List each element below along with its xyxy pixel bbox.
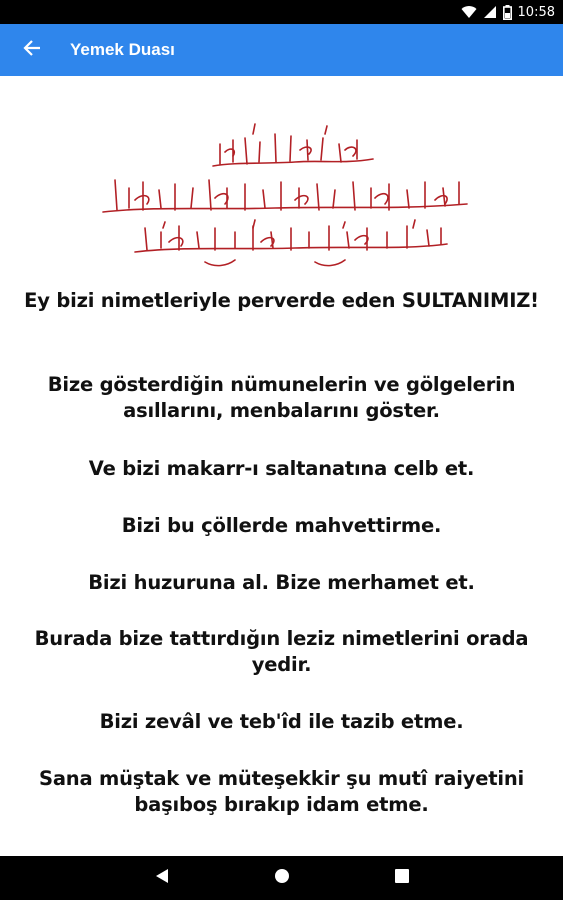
battery-icon (503, 5, 512, 20)
nav-recents-button[interactable] (387, 863, 417, 893)
nav-back-icon (155, 868, 169, 889)
prayer-paragraph-2: Bize gösterdiğin nümunelerin ve gölgelerin asıllarını, menbalarını göster. (47, 373, 516, 422)
arabic-calligraphy-image (95, 104, 475, 270)
status-time: 10:58 (517, 4, 555, 20)
back-arrow-icon (23, 39, 41, 62)
prayer-paragraph-6: Burada bize tattırdığın leziz nimetlerini orada yedir. (34, 627, 529, 676)
nav-back-button[interactable] (147, 863, 177, 893)
prayer-content[interactable] (0, 76, 563, 856)
wifi-icon (461, 5, 477, 19)
navigation-bar (0, 856, 563, 900)
nav-home-button[interactable] (267, 863, 297, 893)
prayer-paragraph-8: Sana müştak ve müteşekkir şu mutî raiyetini başıboş bırakıp idam etme. (38, 767, 525, 816)
back-button[interactable] (6, 24, 58, 76)
signal-icon (483, 5, 497, 19)
prayer-paragraph-3: Ve bizi makarr-ı saltanatına celb et. (88, 457, 475, 480)
nav-recents-icon (395, 869, 409, 888)
prayer-paragraph-1: Ey bizi nimetleriyle perverde eden SULTANIMIZ! (24, 289, 539, 312)
prayer-paragraph-7: Bizi zevâl ve teb'îd ile tazib etme. (99, 710, 464, 733)
app-bar (0, 24, 563, 76)
prayer-paragraph-5: Bizi huzuruna al. Bize merhamet et. (88, 571, 475, 594)
page-title: Yemek Duası (70, 40, 175, 59)
nav-home-icon (274, 868, 290, 889)
prayer-paragraph-4: Bizi bu çöllerde mahvettirme. (121, 514, 442, 537)
status-bar (0, 0, 563, 24)
